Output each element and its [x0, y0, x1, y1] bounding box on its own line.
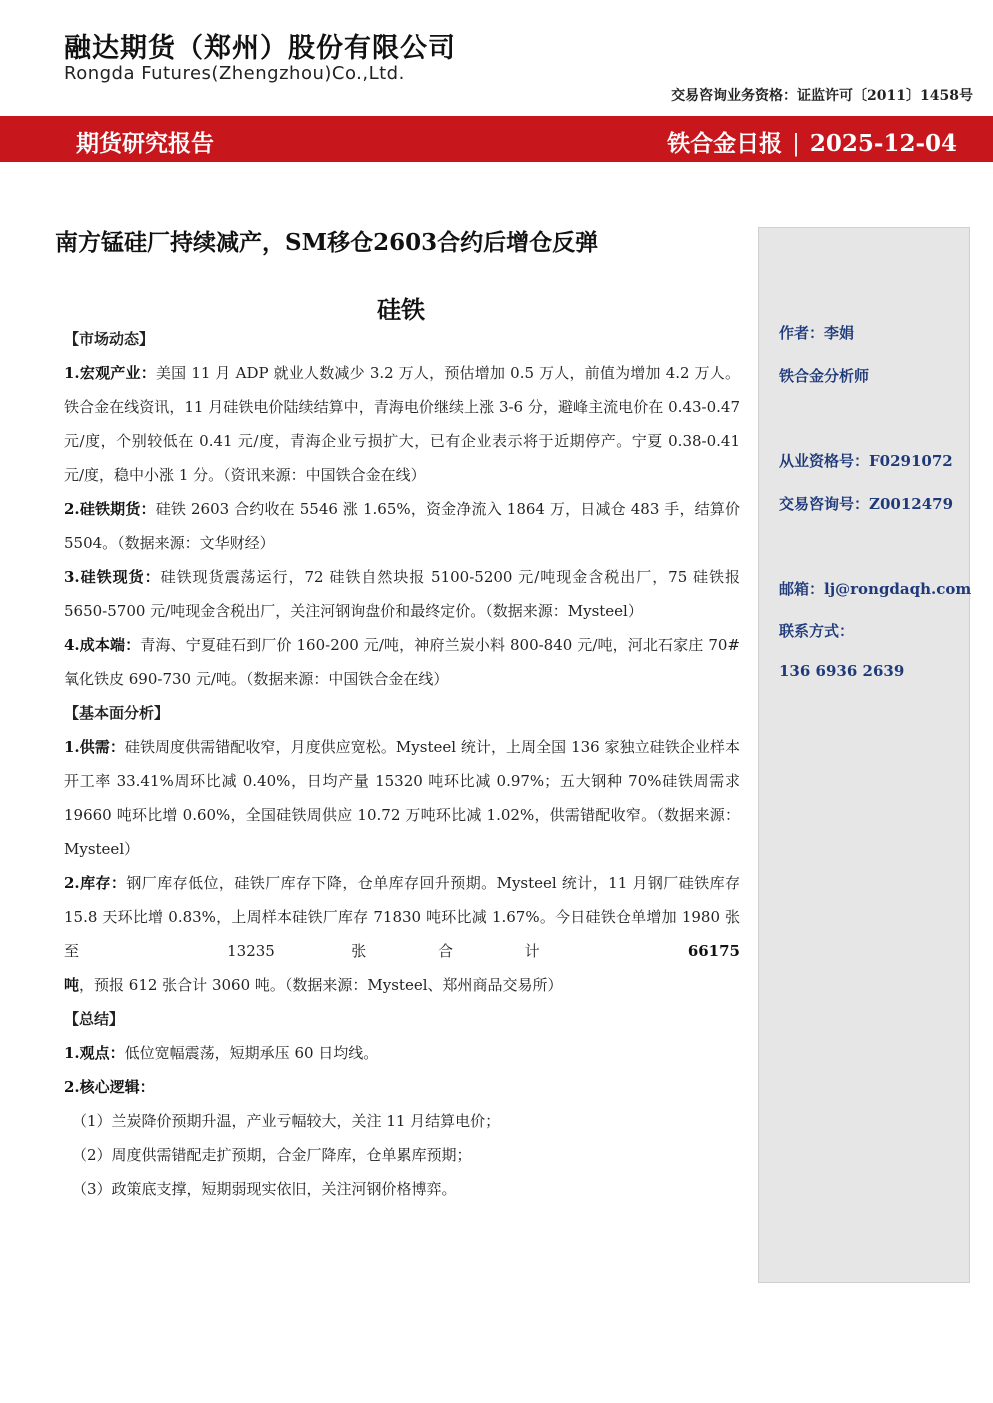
report-name: 铁合金日报 [667, 130, 783, 157]
report-date: 2025-12-04 [809, 130, 957, 157]
headline: 南方锰硅厂持续减产，SM移仓2603合约后增仓反弹 [55, 229, 599, 256]
qualification-number: 从业资格号：F0291072 [779, 452, 953, 470]
summary-item-view [64, 1036, 740, 1070]
logic-point: （3）政策底支撑，短期弱现实依旧，关注河钢价格博弈。 [72, 1180, 457, 1198]
license-text: 交易咨询业务资格：证监许可〔2011〕1458号 [671, 88, 973, 104]
summary-section-title: 【总结】 [64, 1010, 125, 1028]
item-label: 1.宏观产业： [64, 364, 156, 382]
author-role: 铁合金分析师 [779, 367, 870, 385]
company-name-en: Rongda Futures(Zhengzhou)Co.,Ltd. [64, 63, 405, 84]
item-text: 钢厂库存低位，硅铁厂库存下降，仓单库存回升预期。Mysteel 统计，11 月钢厂硅铁库存 15.8 天环比增 0.83%，上周样本硅铁厂库存 71830 吨环比减 1.67%。今日硅铁仓单增加 1980 张至 13235 张合计 [64, 874, 740, 960]
email[interactable]: 邮箱：lj@rongdaqh.com [779, 580, 972, 598]
item-label: 4.成本端： [64, 636, 141, 654]
item-text: 低位宽幅震荡，短期承压 60 日均线。 [124, 1044, 379, 1062]
item-text: 硅铁 2603 合约收在 5546 涨 1.65%，资金净流入 1864 万，日减仓 483 手，结算价 5504。（数据来源：文华财经） [64, 500, 741, 552]
company-name-cn: 融达期货（郑州）股份有限公司 [64, 33, 456, 64]
contact-label: 联系方式： [779, 622, 855, 640]
summary-item-logic [64, 1070, 740, 1104]
item-label: 3.硅铁现货： [64, 568, 161, 586]
item-label: 1.观点： [64, 1044, 125, 1062]
author-sidebar [758, 227, 970, 1283]
market-section-title: 【市场动态】 [64, 330, 155, 348]
phone-number: 136 6936 2639 [779, 662, 905, 680]
report-category: 期货研究报告 [76, 130, 214, 157]
stock-highlight: 66175 吨 [64, 942, 740, 994]
report-body [64, 322, 740, 1206]
logic-point: （1）兰炭降价预期升温，产业亏幅较大，关注 11 月结算电价； [72, 1112, 501, 1130]
report-banner [0, 116, 993, 162]
logic-point: （2）周度供需错配走扩预期，合金厂降库，仓单累库预期； [72, 1146, 472, 1164]
report-title-date [667, 125, 957, 158]
fundamental-item-stock [64, 866, 740, 1002]
item-text: 美国 11 月 ADP 就业人数减少 3.2 万人，预估增加 0.5 万人，前值为增加 4.2 万人。铁合金在线资讯，11 月硅铁电价陆续结算中，青海电价继续上涨 3-6 分，避峰主流电价在 0.43-0.47 元/度，个别较低在 0.41 元/度，青海企业亏损扩大，已有企业表示将于近期停产。宁夏 0.38-0.41 元/度，稳中小涨 1 分。（资讯来源：中国铁合金在线） [64, 364, 740, 484]
market-item-macro [64, 356, 740, 492]
item-text: 硅铁周度供需错配收窄，月度供应宽松。Mysteel 统计，上周全国 136 家独立硅铁企业样本开工率 33.41%周环比减 0.40%，日均产量 15320 吨环比减 0.97%；五大钢种 70%硅铁周需求 19660 吨环比增 0.60%，全国硅铁周供应 10.72 万吨环比减 1.02%，供需错配收窄。（数据来源：Mysteel） [64, 738, 740, 858]
item-label: 2.库存： [64, 874, 127, 892]
author-name: 作者：李娟 [779, 324, 855, 342]
item-text: 青海、宁夏硅石到厂价 160-200 元/吨，神府兰炭小料 800-840 元/吨，河北石家庄 70#氧化铁皮 690-730 元/吨。（数据来源：中国铁合金在线） [64, 636, 740, 688]
item-text: 硅铁现货震荡运行，72 硅铁自然块报 5100-5200 元/吨现金含税出厂，75 硅铁报 5650-5700 元/吨现金含税出厂，关注河钢询盘价和最终定价。（数据来源：Mysteel） [64, 568, 741, 620]
market-item-spot [64, 560, 740, 628]
fundamental-item-supply [64, 730, 740, 866]
market-item-cost [64, 628, 740, 696]
fundamental-section-title: 【基本面分析】 [64, 704, 170, 722]
item-label: 2.硅铁期货： [64, 500, 156, 518]
item-label: 1.供需： [64, 738, 125, 756]
banner-separator: | [792, 131, 800, 157]
item-text: ，预报 612 张合计 3060 吨。（数据来源：Mysteel、郑州商品交易所） [79, 976, 563, 994]
item-label: 2.核心逻辑： [64, 1078, 155, 1096]
consult-number: 交易咨询号：Z0012479 [779, 495, 954, 513]
section-title: 硅铁 [377, 295, 425, 324]
market-item-futures [64, 492, 740, 560]
